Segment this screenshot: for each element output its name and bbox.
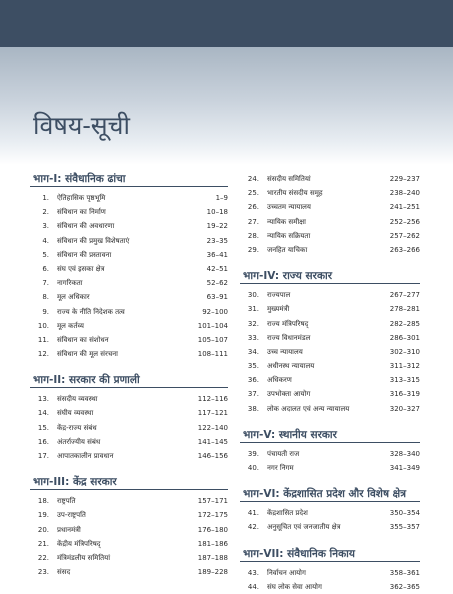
page-range: 189–228 [197, 568, 228, 577]
page-range: 238–240 [389, 189, 420, 198]
part-heading: भाग-III: केंद्र सरकार [30, 475, 228, 490]
chapter-number: 5. [42, 250, 49, 259]
chapter-number: 15. [37, 423, 49, 432]
chapter-number: 17. [37, 452, 49, 460]
chapter-title: उपभोक्ता आयोग [267, 390, 311, 399]
chapter-title: राज्य के नीति निदेशक तत्व [57, 307, 125, 316]
chapter-title: भारतीय संसदीय समूह [267, 189, 323, 198]
chapter-number: 42. [247, 523, 259, 532]
toc-entry [30, 305, 228, 319]
page-range: 350–354 [389, 509, 420, 518]
chapter-number: 31. [247, 305, 259, 314]
chapter-title: उच्चतम न्यायालय [267, 203, 311, 212]
chapter-title: राज्य विधानमंडल [267, 333, 311, 342]
chapter-number: 39. [247, 449, 259, 458]
chapter-number: 14. [37, 409, 49, 418]
page-range: 19–22 [206, 222, 228, 231]
page-range: 52–62 [206, 279, 228, 288]
chapter-number: 9. [42, 307, 49, 316]
chapter-title: उप-राष्ट्रपति [57, 511, 86, 520]
page-range: 157–171 [197, 497, 228, 506]
chapter-title: प्रधानमंत्री [57, 525, 81, 534]
toc-entry [30, 508, 228, 522]
toc-entry [240, 359, 420, 373]
chapter-number: 37. [247, 390, 259, 399]
toc-entry [240, 317, 420, 331]
chapter-number: 23. [37, 568, 49, 577]
chapter-title: उच्च न्यायालय [267, 347, 303, 356]
chapter-number: 20. [37, 525, 49, 534]
page-range: 278–281 [389, 305, 420, 314]
chapter-title: राज्य मंत्रिपरिषद् [267, 319, 309, 328]
toc-entry [240, 331, 420, 345]
page-range: 355–357 [389, 523, 420, 532]
chapter-title: संसद [57, 568, 71, 577]
toc-entry [240, 387, 420, 401]
part-heading: भाग-V: स्थानीय सरकार [240, 428, 420, 443]
page-range: 252–256 [389, 217, 420, 226]
toc-entry [30, 494, 228, 508]
title-gradient-band [0, 47, 453, 165]
chapter-number: 1. [42, 194, 49, 202]
page-range: 263–266 [389, 245, 420, 254]
page-range: 176–180 [197, 525, 228, 534]
chapter-title: संविधान की प्रस्तावना [57, 250, 112, 259]
toc-entry [240, 373, 420, 387]
chapter-title: संघ लोक सेवा आयोग [267, 582, 322, 591]
chapter-number: 12. [37, 350, 49, 359]
toc-entry [240, 461, 420, 475]
toc-entry [240, 186, 420, 200]
page-range: 267–277 [389, 291, 420, 300]
page-range: 187–188 [197, 553, 228, 562]
header-band [0, 0, 453, 47]
toc-entry [30, 537, 228, 551]
chapter-number: 26. [247, 203, 259, 212]
chapter-title: केंद्र-राज्य संबंध [57, 423, 97, 432]
toc-entry [30, 406, 228, 420]
toc-entry [240, 288, 420, 302]
chapter-title: नागरिकता [57, 279, 83, 288]
toc-entry [30, 449, 228, 463]
toc-entry [240, 302, 420, 316]
toc-entry [240, 215, 420, 229]
chapter-number: 38. [247, 404, 259, 413]
toc-entry [30, 205, 228, 219]
chapter-title: नगर निगम [267, 464, 294, 472]
chapter-number: 21. [37, 539, 49, 548]
chapter-number: 24. [247, 175, 259, 183]
page-range: 311–312 [389, 362, 420, 371]
toc-entry [30, 333, 228, 347]
chapter-number: 22. [37, 553, 49, 562]
chapter-title: संविधान का संशोधन [57, 335, 109, 344]
page-range: 112–116 [197, 395, 228, 404]
chapter-number: 19. [37, 511, 49, 520]
chapter-number: 16. [37, 437, 49, 446]
chapter-number: 34. [247, 347, 259, 356]
chapter-title: निर्वाचन आयोग [267, 568, 306, 577]
chapter-title: संविधान की मूल संरचना [57, 350, 118, 359]
chapter-number: 44. [247, 582, 259, 591]
chapter-number: 43. [247, 568, 259, 577]
chapter-title: न्यायिक सक्रियता [267, 231, 311, 240]
part-heading: भाग-VII: संवैधानिक निकाय [240, 547, 420, 562]
chapter-number: 13. [37, 395, 49, 404]
chapter-number: 28. [247, 231, 259, 240]
chapter-number: 11. [37, 335, 49, 344]
chapter-title: न्यायिक समीक्षा [267, 217, 306, 226]
toc-entry [30, 551, 228, 565]
page-range: 362–365 [389, 582, 420, 591]
toc-entry [240, 229, 420, 243]
page-range: 146–156 [197, 452, 228, 460]
page-range: 341–349 [389, 464, 420, 472]
chapter-title: जनहित याचिका [267, 245, 308, 254]
toc-entry [240, 520, 420, 534]
chapter-number: 3. [42, 222, 49, 231]
chapter-title: संसदीय समितियां [267, 175, 311, 183]
chapter-title: राज्यपाल [267, 291, 291, 300]
page-range: 108–111 [197, 350, 228, 359]
chapter-number: 35. [247, 362, 259, 371]
toc-entry [240, 172, 420, 186]
toc-entry [30, 565, 228, 579]
page-title: विषय-सूची [33, 111, 131, 140]
chapter-title: केंद्रशासित प्रदेश [267, 509, 308, 518]
chapter-number: 8. [42, 293, 49, 302]
chapter-number: 7. [42, 279, 49, 288]
chapter-number: 30. [247, 291, 259, 300]
right-toc-column [240, 172, 420, 594]
page-range: 358–361 [389, 568, 420, 577]
page-range: 286–301 [389, 333, 420, 342]
toc-entry [30, 191, 228, 205]
page-range: 36–41 [206, 250, 228, 259]
chapter-number: 33. [247, 333, 259, 342]
chapter-number: 29. [247, 245, 259, 254]
chapter-number: 27. [247, 217, 259, 226]
chapter-number: 6. [42, 264, 49, 273]
page-range: 282–285 [389, 319, 420, 328]
chapter-number: 32. [247, 319, 259, 328]
page-range: 313–315 [389, 376, 420, 385]
page-range: 92–100 [202, 307, 228, 316]
chapter-number: 2. [42, 208, 49, 217]
chapter-number: 40. [247, 464, 259, 472]
chapter-number: 4. [42, 236, 49, 245]
chapter-title: मूल कर्तव्य [57, 321, 84, 330]
toc-entry [240, 566, 420, 580]
chapter-title: संघीय व्यवस्था [57, 409, 94, 418]
toc-entry [30, 435, 228, 449]
part-heading: भाग-VI: केंद्रशासित प्रदेश और विशेष क्षेत्र [240, 487, 420, 502]
chapter-number: 25. [247, 189, 259, 198]
toc-entry [30, 392, 228, 406]
chapter-title: संविधान की प्रमुख विशेषताएं [57, 236, 130, 245]
chapter-title: राष्ट्रपति [57, 497, 76, 506]
page-range: 302–310 [389, 347, 420, 356]
chapter-title: मूल अधिकार [57, 293, 90, 302]
chapter-title: मंत्रिमंडलीय समितियां [57, 553, 111, 562]
chapter-title: केंद्रीय मंत्रिपरिषद् [57, 539, 101, 548]
chapter-number: 10. [37, 321, 49, 330]
chapter-title: संविधान की अवधारणा [57, 222, 115, 231]
toc-entry [30, 276, 228, 290]
page-range: 101–104 [197, 321, 228, 330]
toc-entry [240, 506, 420, 520]
page-range: 229–237 [389, 175, 420, 183]
chapter-title: लोक अदालत एवं अन्य न्यायालय [267, 404, 350, 413]
chapter-title: अनुसूचित एवं जनजातीय क्षेत्र [267, 523, 341, 532]
left-toc-column [30, 172, 228, 579]
page-range: 10–18 [206, 208, 228, 217]
page-range: 172–175 [197, 511, 228, 520]
chapter-title: अंतर्राज्यीय संबंध [57, 437, 101, 446]
chapter-title: संघ एवं इसका क्षेत्र [57, 264, 105, 273]
page-range: 328–340 [389, 449, 420, 458]
chapter-number: 36. [247, 376, 259, 385]
page-range: 320–327 [389, 404, 420, 413]
chapter-title: अधिकरण [267, 376, 292, 385]
page-range: 1–9 [215, 194, 228, 202]
page-range: 257–262 [389, 231, 420, 240]
toc-entry [30, 319, 228, 333]
page-range: 63–91 [206, 293, 228, 302]
chapter-title: आपातकालीन प्रावधान [57, 452, 114, 460]
toc-entry [240, 200, 420, 214]
page-range: 122–140 [197, 423, 228, 432]
toc-entry [30, 219, 228, 233]
toc-entry [30, 421, 228, 435]
chapter-title: ऐतिहासिक पृष्ठभूमि [57, 194, 106, 202]
toc-entry [30, 234, 228, 248]
page-range: 105–107 [197, 335, 228, 344]
toc-entry [240, 243, 420, 257]
page-range: 241–251 [389, 203, 420, 212]
chapter-title: अधीनस्थ न्यायालय [267, 362, 315, 371]
toc-entry [240, 345, 420, 359]
part-heading: भाग-IV: राज्य सरकार [240, 269, 420, 284]
toc-entry [30, 347, 228, 361]
page-range: 117–121 [197, 409, 228, 418]
toc-entry [240, 402, 420, 416]
page-range: 42–51 [206, 264, 228, 273]
chapter-title: पंचायती राज [267, 449, 300, 458]
chapter-number: 18. [37, 497, 49, 506]
toc-entry [30, 523, 228, 537]
part-heading: भाग-I: संवैधानिक ढांचा [30, 172, 228, 187]
page-range: 141–145 [197, 437, 228, 446]
chapter-title: मुख्यमंत्री [267, 305, 290, 314]
chapter-title: संविधान का निर्माण [57, 208, 106, 217]
toc-entry [30, 262, 228, 276]
toc-entry [30, 290, 228, 304]
toc-entry [30, 248, 228, 262]
toc-entry [240, 447, 420, 461]
page-range: 23–35 [206, 236, 228, 245]
part-heading: भाग-II: सरकार की प्रणाली [30, 373, 228, 388]
toc-entry [240, 580, 420, 594]
page-range: 181–186 [197, 539, 228, 548]
page-range: 316–319 [389, 390, 420, 399]
chapter-number: 41. [247, 509, 259, 518]
chapter-title: संसदीय व्यवस्था [57, 395, 98, 404]
